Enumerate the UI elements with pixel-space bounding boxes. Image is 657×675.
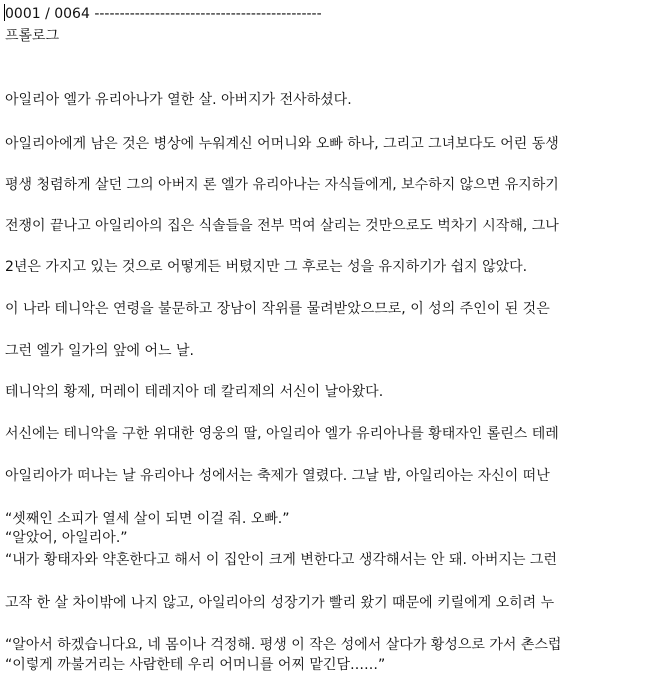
dialogue-line: “셋째인 소피가 열세 살이 되면 이걸 줘. 오빠.” bbox=[5, 511, 290, 527]
chapter-title: 프롤로그 bbox=[5, 28, 60, 44]
page-counter-header: 0001 / 0064 --------------------------------------------- bbox=[5, 6, 322, 22]
paragraph: 서신에는 테니악을 구한 위대한 영웅의 딸, 아일리아 엘가 유리아나를 황태자인 롤린스 테레 bbox=[5, 426, 559, 442]
dialogue-line: “이렇게 까불거리는 사람한테 우리 어머니를 어찌 맡긴담……” bbox=[5, 657, 386, 673]
dialogue-line: “내가 황태자와 약혼한다고 해서 이 집안이 크게 변한다고 생각해서는 안 돼. 아버지는 그런 bbox=[5, 552, 557, 568]
paragraph: 고작 한 살 차이밖에 나지 않고, 아일리아의 성장기가 빨리 왔기 때문에 키릴에게 오히려 누 bbox=[5, 595, 555, 611]
paragraph: 아일리아가 떠나는 날 유리아나 성에서는 축제가 열렸다. 그날 밤, 아일리아는 자신이 떠난 bbox=[5, 468, 550, 484]
paragraph: 아일리아에게 남은 것은 병상에 누워계신 어머니와 오빠 하나, 그리고 그녀보다도 어린 동생 bbox=[5, 136, 559, 152]
paragraph: 2년은 가지고 있는 것으로 어떻게든 버텼지만 그 후로는 성을 유지하기가 쉽지 않았다. bbox=[5, 259, 528, 275]
paragraph: 테니악의 황제, 머레이 테레지아 데 칼리제의 서신이 날아왔다. bbox=[5, 384, 384, 400]
paragraph: 그런 엘가 일가의 앞에 어느 날. bbox=[5, 343, 194, 359]
paragraph: 전쟁이 끝나고 아일리아의 집은 식솔들을 전부 먹여 살리는 것만으로도 벅차기 시작해, 그나 bbox=[5, 218, 559, 234]
paragraph: 아일리아 엘가 유리아나가 열한 살. 아버지가 전사하셨다. bbox=[5, 92, 352, 108]
dialogue-line: “알았어, 아일리아.” bbox=[5, 530, 128, 546]
paragraph: 이 나라 테니악은 연령을 불문하고 장남이 작위를 물려받았으므로, 이 성의 주인이 된 것은 bbox=[5, 301, 550, 317]
dialogue-line: “알아서 하겠습니다요, 네 몸이나 걱정해. 평생 이 작은 성에서 살다가 황성으로 가서 촌스럽 bbox=[5, 637, 562, 653]
paragraph: 평생 청렴하게 살던 그의 아버지 론 엘가 유리아나는 자식들에게, 보수하지 않으면 유지하기 bbox=[5, 177, 559, 193]
